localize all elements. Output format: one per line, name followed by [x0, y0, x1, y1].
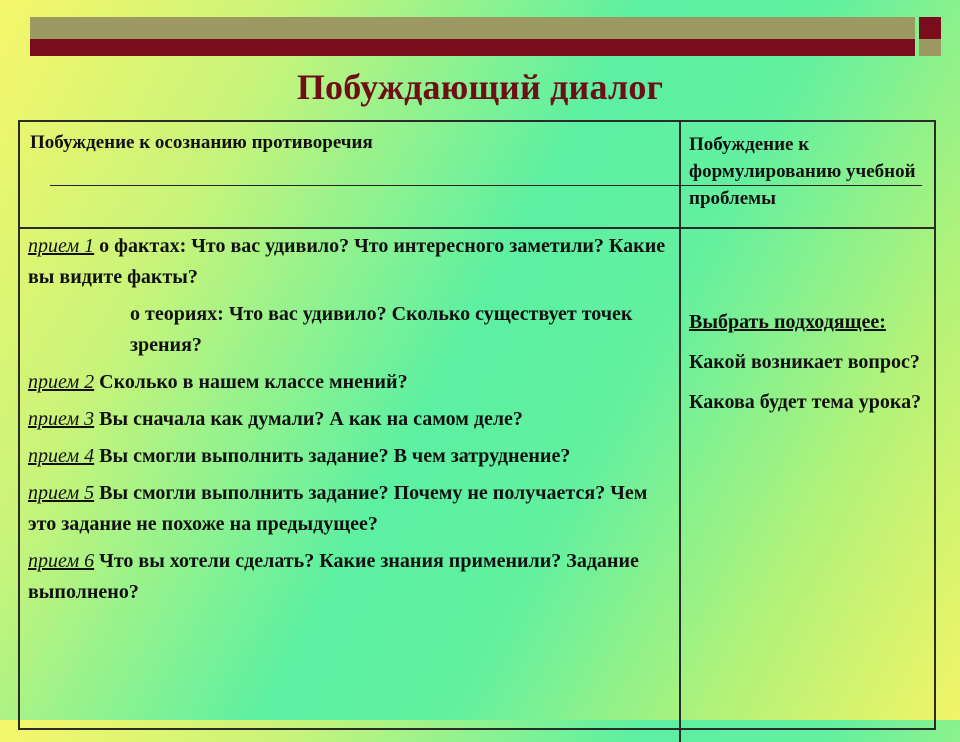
- technique-text: Сколько в нашем классе мнений?: [94, 371, 408, 393]
- technique-label: прием 4: [28, 445, 95, 467]
- technique-text: о фактах: Что вас удивило? Что интересного заметили? Какие вы видите факты?: [28, 235, 666, 288]
- list-item: [28, 231, 673, 293]
- list-item: [28, 299, 673, 361]
- column-divider: [679, 122, 681, 742]
- right-question: Какой возникает вопрос?: [689, 351, 920, 373]
- dialog-table: [18, 120, 936, 730]
- right-heading: Выбрать подходящее:: [689, 311, 886, 333]
- header-right-cell: Побуждение к формулированию учебной проблемы: [689, 134, 916, 209]
- right-question: Какова будет тема урока?: [689, 391, 922, 413]
- technique-label: прием 5: [28, 482, 95, 504]
- corner-decor-square-olive: [919, 39, 941, 56]
- left-body-cell: [28, 231, 673, 614]
- technique-label: прием 3: [28, 408, 95, 430]
- technique-text: Что вы хотели сделать? Какие знания применили? Задание выполнено?: [28, 550, 639, 603]
- slide-title: Побуждающий диалог: [296, 67, 664, 107]
- list-item: [28, 404, 673, 435]
- list-item: [28, 478, 673, 540]
- top-decor-bar-maroon: [30, 39, 915, 56]
- technique-text: Вы сначала как думали? А как на самом деле?: [94, 408, 523, 430]
- technique-label: прием 1: [28, 235, 95, 257]
- list-item: [28, 546, 673, 608]
- header-left-cell: Побуждение к осознанию противоречия: [30, 132, 373, 153]
- technique-text: Вы смогли выполнить задание? В чем затруднение?: [94, 445, 571, 467]
- top-decor-bar-olive: [30, 17, 915, 39]
- technique-text: Вы смогли выполнить задание? Почему не получается? Чем это задание не похоже на предыдущее?: [28, 482, 648, 535]
- list-item: [28, 441, 673, 472]
- technique-label: прием 2: [28, 371, 95, 393]
- right-body-cell: [689, 307, 929, 427]
- header-divider: [20, 227, 936, 229]
- list-item: [28, 367, 673, 398]
- technique-label: прием 6: [28, 550, 95, 572]
- corner-decor-square-maroon: [919, 17, 941, 39]
- technique-text: о теориях: Что вас удивило? Сколько существует точек зрения?: [130, 303, 633, 356]
